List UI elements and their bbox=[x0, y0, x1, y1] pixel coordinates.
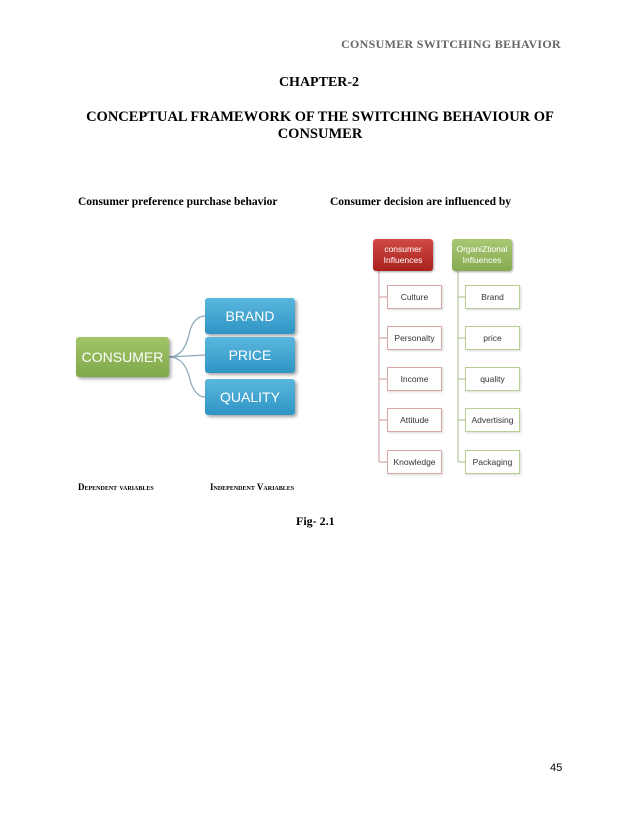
consumer-influences-header: consumer Influences bbox=[373, 239, 433, 271]
quality-node: QUALITY bbox=[205, 379, 295, 415]
consumer-node: CONSUMER bbox=[76, 337, 169, 377]
organizational-influences-header: OrganiZtional Influences bbox=[452, 239, 512, 271]
influence-item-quality: quality bbox=[465, 367, 520, 391]
page-title: CONCEPTUAL FRAMEWORK OF THE SWITCHING BEHAVIOUR OF CONSUMER bbox=[86, 109, 554, 142]
independent-variables-label: Independent Variables bbox=[210, 482, 295, 492]
influence-item-knowledge: Knowledge bbox=[387, 450, 442, 474]
influence-item-personalty: Personalty bbox=[387, 326, 442, 350]
influence-item-income: Income bbox=[387, 367, 442, 391]
influence-item-advertising: Advertising bbox=[465, 408, 520, 432]
brand-node: BRAND bbox=[205, 298, 295, 334]
page-number: 45 bbox=[550, 762, 563, 774]
dependent-variables-label: Dependent variables bbox=[78, 482, 154, 492]
influence-item-packaging: Packaging bbox=[465, 450, 520, 474]
left-subheading: Consumer preference purchase behavior bbox=[78, 196, 278, 208]
right-subheading: Consumer decision are influenced by bbox=[330, 196, 512, 208]
influence-item-price: price bbox=[465, 326, 520, 350]
influence-item-attitude: Attitude bbox=[387, 408, 442, 432]
figure-caption: Fig- 2.1 bbox=[296, 514, 335, 528]
influence-item-culture: Culture bbox=[387, 285, 442, 309]
running-head: CONSUMER SWITCHING BEHAVIOR bbox=[341, 37, 561, 51]
chapter-heading: CHAPTER-2 bbox=[278, 75, 360, 90]
price-node: PRICE bbox=[205, 337, 295, 373]
influence-item-brand: Brand bbox=[465, 285, 520, 309]
